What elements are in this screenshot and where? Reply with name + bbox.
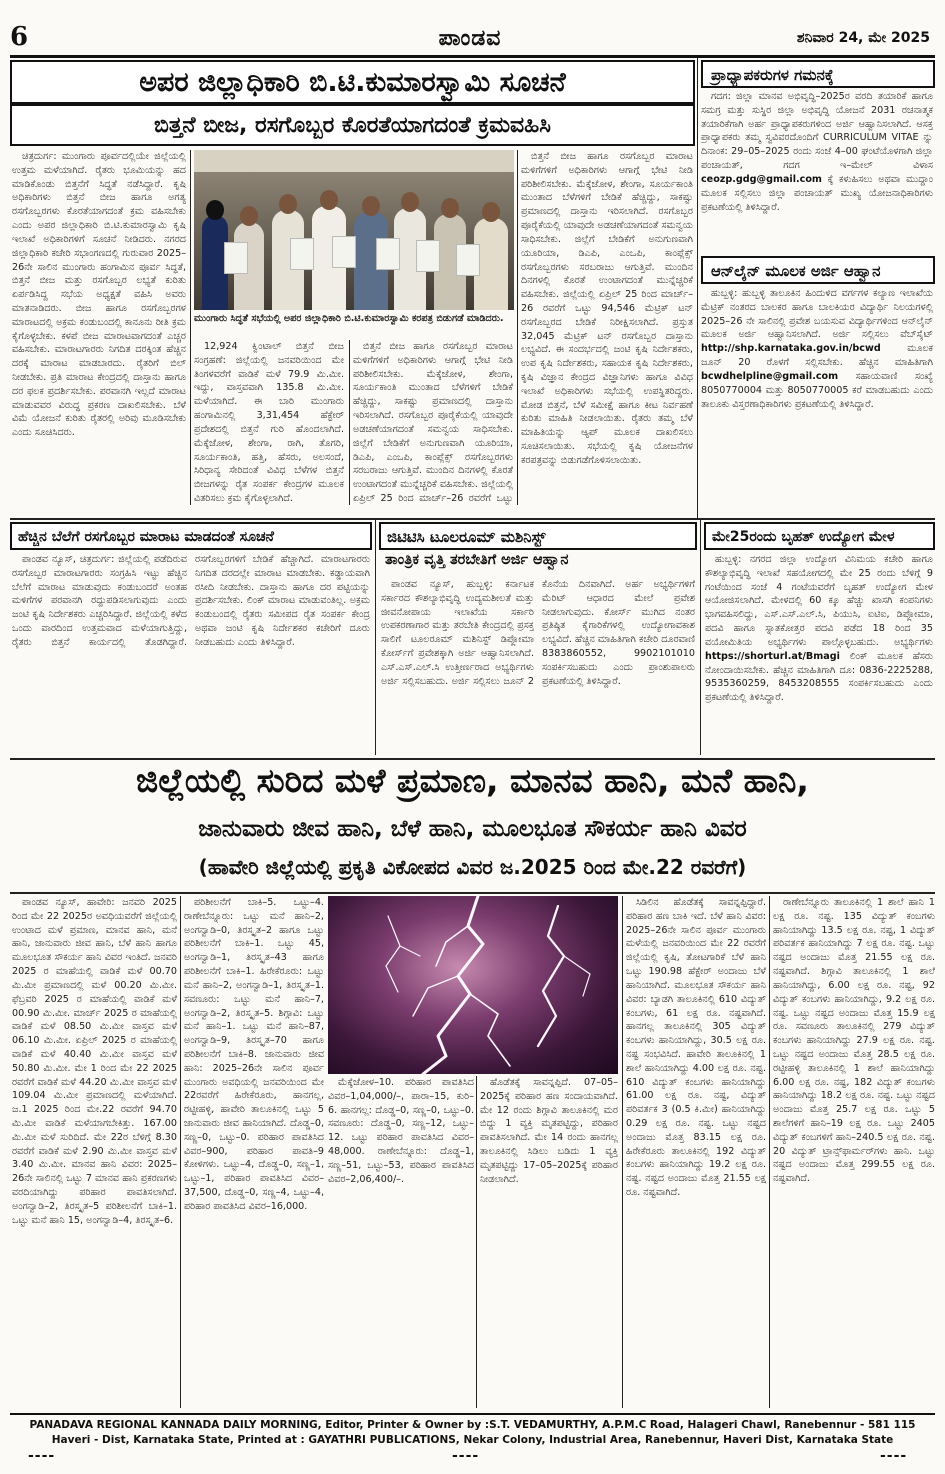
leaflet bbox=[456, 244, 480, 276]
notice-body bbox=[701, 90, 933, 248]
column-divider bbox=[697, 58, 698, 518]
person-head bbox=[482, 202, 500, 222]
jobfair-text: ಹುಬ್ಬಳ್ಳಿ: ನಗರದ ಜಿಲ್ಲಾ ಉದ್ಯೋಗ ವಿನಿಮಯ ಕಚೇರಿ ಹಾಗೂ ಕೌಶಲ್ಯಾಭಿವೃದ್ಧಿ ಇಲಾಖೆ ಸಹಯೋಗದಲ್ಲಿ ಮೇ 25 ರಂದು ಬೆಳಿಗ್ಗೆ 9 ಗಂಟೆಯಿಂದ ಸಂಜೆ 4 ಗಂಟೆಯವರೆಗೆ ಬೃಹತ್ ಉದ್ಯೋಗ ಮೇಳ ಆಯೋಜಿಸಲಾಗಿದೆ. ಮೇಳದಲ್ಲಿ 60 ಕ್ಕೂ ಹೆಚ್ಚು ಖಾಸಗಿ ಕಂಪನಿಗಳು ಭಾಗವಹಿಸಲಿದ್ದು, ಎಸ್.ಎಸ್.ಎಲ್.ಸಿ, ಪಿಯುಸಿ, ಐಟಿಐ, ಡಿಪ್ಲೋಮಾ, ಪದವಿ ಹಾಗೂ ಸ್ನಾತಕೋತ್ತರ ಪದವಿ ಪಡೆದ 18 ರಿಂದ 35 ವಯೋಮಿತಿಯ ಅಭ್ಯರ್ಥಿಗಳು ಪಾಲ್ಗೊಳ್ಳಬಹುದು. ಅಭ್ಯರ್ಥಿಗಳು bbox=[705, 554, 933, 648]
lead-col-3 bbox=[521, 150, 693, 505]
footer-rule bbox=[10, 1413, 935, 1415]
fertilizer-headline: ಹೆಚ್ಚಿನ ಬೆಲೆಗೆ ರಸಗೊಬ್ಬರ ಮಾರಾಟ ಮಾಡದಂತೆ ಸೂಚನೆ bbox=[10, 522, 372, 550]
rain-headline-2: ಜಾನುವಾರು ಜೀವ ಹಾನಿ, ಬೆಳೆ ಹಾನಿ, ಮೂಲಭೂತ ಸೌಕರ್ಯ ಹಾನಿ ವಿವರ bbox=[198, 818, 747, 842]
column-divider bbox=[375, 520, 376, 755]
lead-col-3a-text: ಬಿತ್ತನೆ ಬೀಜ ಹಾಗೂ ರಸಗೊಬ್ಬರ ಮಾರಾಟ ಮಳಿಗೆಗಳಿಗೆ ಅಧಿಕಾರಿಗಳು ಆಗಾಗ್ಗೆ ಭೇಟಿ ನೀಡಿ ಪರಿಶೀಲಿಸಬೇಕು. ಮೆಕ್ಕೆಜೋಳ, ಶೇಂಗಾ, ಸೂರ್ಯಕಾಂತಿ ಮುಂತಾದ ಬೆಳೆಗಳಿಗೆ ಬೇಡಿಕೆ ಹೆಚ್ಚಿದ್ದು, ಸಾಕಷ್ಟು ಪ್ರಮಾಣದಲ್ಲಿ ದಾಸ್ತಾನು ಇರಿಸಲಾಗಿದೆ. ರಸಗೊಬ್ಬರ ಪೂರೈಕೆಯಲ್ಲಿ ಯಾವುದೇ ಅಡಚಣೆಯಾಗದಂತೆ ಸಮನ್ವಯ ಸಾಧಿಸಬೇಕು. ಜಿಲ್ಲೆಗೆ ಬೇಡಿಕೆಗೆ ಅನುಗುಣವಾಗಿ ಯೂರಿಯಾ, ಡಿಎಪಿ, ಎಂಒಪಿ, ಕಾಂಪ್ಲೆಕ್ಸ್ ರಸಗೊಬ್ಬರಗಳು ಸರಬರಾಜು ಆಗುತ್ತಿವೆ. ಮುಂದಿನ ದಿನಗಳಲ್ಲಿ ಕೊರತೆ ಉಂಟಾಗದಂತೆ ಮುನ್ನೆಚ್ಚರಿಕೆ ವಹಿಸಬೇಕು. ಜಿಲ್ಲೆಯಲ್ಲಿ ಏಪ್ರಿಲ್ 25 ರಿಂದ ಮಾರ್ಚ್–26 ರವರೆಗೆ ಒಟ್ಟು bbox=[353, 341, 513, 504]
rain-col-2-text: ಪರಿಶೀಲನೆಗೆ ಬಾಕಿ–5. ಒಟ್ಟು–4. ರಾಣೇಬೆನ್ನೂರು: ಒಟ್ಟು ಮನೆ ಹಾನಿ–2, ಅಂಗನ್ವಾಡಿ–0, ತಿರಸ್ಕೃತ–2 ಹಾಗೂ ಒಟ್ಟು ಪರಿಶೀಲನೆಗೆ ಬಾಕಿ–1. ಒಟ್ಟು 45, ಅಂಗನ್ವಾಡಿ–1, ತಿರಸ್ಕೃತ–43 ಹಾಗೂ ಪರಿಶೀಲನೆಗೆ ಬಾಕಿ–1. ಹಿರೇಕೆರೂರು: ಒಟ್ಟು ಮನೆ ಹಾನಿ–2, ಅಂಗನ್ವಾಡಿ–1, ತಿರಸ್ಕೃತ–1. ಸವಣೂರು: ಒಟ್ಟು ಮನೆ ಹಾನಿ–7, ಅಂಗನ್ವಾಡಿ–2, ತಿರಸ್ಕೃತ–5. ಶಿಗ್ಗಾವಿ: ಒಟ್ಟು ಮನೆ ಹಾನಿ–1. ಒಟ್ಟು ಮನೆ ಹಾನಿ–87, ಅಂಗನ್ವಾಡಿ–9, ತಿರಸ್ಕೃತ–70 ಹಾಗೂ ಪರಿಶೀಲನೆಗೆ ಬಾಕಿ–8. ಜಾನುವಾರು ಜೀವ ಹಾನಿ: 2025–26ನೇ ಸಾಲಿನ ಪೂರ್ವ ಮುಂಗಾರು ಅವಧಿಯಲ್ಲಿ ಜನವರಿಯಿಂದ ಮೇ 22ರವರೆಗೆ ಹಿರೇಕೆರೂರು, ಹಾನಗಲ್ಲ, ರಟ್ಟೀಹಳ್ಳಿ, ಹಾವೇರಿ ತಾಲೂಕಿನಲ್ಲಿ ಒಟ್ಟು 5 ಜಾನುವಾರು ಜೀವ ಹಾನಿಯಾಗಿದೆ. ದೊಡ್ಡ–0, ಸಣ್ಣ–0, ಒಟ್ಟು–0. ಪರಿಹಾರ ಪಾವತಿಸಿದ ವಿವರ–900, ಪರಿಹಾರ ಪಾವತಿ–9 ಕೋಳಿಗಳು. ಒಟ್ಟು–4, ದೊಡ್ಡ–0, ಸಣ್ಣ–1, ಒಟ್ಟು–1, ಪರಿಹಾರ ಪಾವತಿಸಿದ ವಿವರ–37,500, ದೊಡ್ಡ–0, ಸಣ್ಣ–4, ಒಟ್ಟು–4, ಪರಿಹಾರ ಪಾವತಿಸಿದ ವಿವರ–16,000. bbox=[184, 897, 324, 1212]
header-rule bbox=[10, 55, 935, 58]
leaflet bbox=[416, 240, 440, 272]
person-head bbox=[279, 194, 297, 214]
gttc-text: ಪಾಂಡವ ನ್ಯೂಸ್, ಹುಬ್ಬಳ್ಳಿ: ಕರ್ನಾಟಕ ಸರ್ಕಾರದ ಕೌಶಲ್ಯಾಭಿವೃದ್ಧಿ ಉದ್ಯಮಶೀಲತೆ ಮತ್ತು ಜೀವನೋಪಾಯ ಇಲಾಖೆಯ ಸರ್ಕಾರಿ ಉಪಕರಣಾಗಾರ ಮತ್ತು ತರಬೇತಿ ಕೇಂದ್ರದಲ್ಲಿ ಪ್ರಸಕ್ತ ಸಾಲಿಗೆ ಟೂಲರೂಮ್ ಮಶಿನಿಸ್ಟ್ ಡಿಪ್ಲೋಮಾ ಕೋರ್ಸ್‌ಗೆ ಪ್ರವೇಶಕ್ಕಾಗಿ ಅರ್ಜಿ ಆಹ್ವಾನಿಸಲಾಗಿದೆ. ಎಸ್.ಎಸ್.ಎಲ್.ಸಿ ಉತ್ತೀರ್ಣರಾದ ಅಭ್ಯರ್ಥಿಗಳು ಅರ್ಜಿ ಸಲ್ಲಿಸಬಹುದು. ಅರ್ಜಿ ಸಲ್ಲಿಸಲು ಜೂನ್ 2 ಕೊನೆಯ ದಿನವಾಗಿದೆ. ಅರ್ಹ ಅಭ್ಯರ್ಥಿಗಳಿಗೆ ಮೆರಿಟ್ ಆಧಾರದ ಮೇಲೆ ಪ್ರವೇಶ ನೀಡಲಾಗುವುದು. ಕೋರ್ಸ್ ಮುಗಿದ ನಂತರ ಪ್ರತಿಷ್ಠಿತ ಕೈಗಾರಿಕೆಗಳಲ್ಲಿ ಉದ್ಯೋಗಾವಕಾಶ ಲಭ್ಯವಿದೆ. ಹೆಚ್ಚಿನ ಮಾಹಿತಿಗಾಗಿ ಕಚೇರಿ ದೂರವಾಣಿ 8383860552, 9902101010 ಸಂಪರ್ಕಿಸಬಹುದು ಎಂದು ಪ್ರಾಂಶುಪಾಲರು ಪ್ರಕಟಣೆಯಲ್ಲಿ ತಿಳಿಸಿದ್ದಾರೆ. bbox=[381, 579, 695, 687]
rain-col-6 bbox=[773, 896, 935, 1408]
jobfair-text-2: ಲಿಂಕ್ ಮೂಲಕ ಹೆಸರು ನೋಂದಾಯಿಸಬೇಕು. ಹೆಚ್ಚಿನ ಮಾಹಿತಿಗಾಗಿ ದೂ: 0836-2225288, 9535360259, 8453208555 ಸಂಪರ್ಕಿಸಬಹುದು ಎಂದು ಪ್ರಕಟಣೆಯಲ್ಲಿ ತಿಳಿಸಿದ್ದಾರೆ. bbox=[705, 650, 933, 704]
column-divider bbox=[190, 150, 191, 505]
imprint-line-2: Haveri - Dist, Karnataka State, Printed at : GAYATHRI PUBLICATIONS, Nekar Colony, Industrial Area, Ranebennur, Haveri Dist, Karnataka State bbox=[51, 1433, 894, 1446]
leaflet bbox=[376, 238, 400, 270]
lead-headline: ಅಪರ ಜಿಲ್ಲಾಧಿಕಾರಿ ಬಿ.ಟಿ.ಕುಮಾರಸ್ವಾಮಿ ಸೂಚನೆ bbox=[10, 60, 695, 104]
online-body bbox=[701, 287, 933, 513]
lightning-bolts bbox=[328, 896, 618, 1074]
meeting-photo bbox=[194, 150, 514, 310]
column-divider bbox=[622, 896, 623, 1408]
notice-email-link[interactable]: ceozp.gdg@gmail.com bbox=[701, 173, 822, 185]
rain-col-3 bbox=[328, 1076, 474, 1408]
jobfair-headline: ಮೇ25ರಂದು ಬೃಹತ್ ಉದ್ಯೋಗ ಮೇಳ bbox=[704, 522, 935, 550]
notice-headline: ಪ್ರಾಧ್ಯಾಪಕರುಗಳ ಗಮನಕ್ಕೆ bbox=[701, 60, 935, 88]
column-divider bbox=[349, 340, 350, 505]
online-text: ಹುಬ್ಬಳ್ಳಿ: ಹುಬ್ಬಳ್ಳಿ ತಾಲೂಕಿನ ಹಿಂದುಳಿದ ವರ್ಗಗಳ ಕಲ್ಯಾಣ ಇಲಾಖೆಯ ಮೆಟ್ರಿಕ್ ನಂತರದ ಬಾಲಕರ ಹಾಗೂ ಬಾಲಕಿಯರ ವಿದ್ಯಾರ್ಥಿ ನಿಲಯಗಳಲ್ಲಿ 2025–26 ನೇ ಸಾಲಿನಲ್ಲಿ ಪ್ರವೇಶ ಬಯಸುವ ವಿದ್ಯಾರ್ಥಿಗಳಿಂದ ಆನ್‌ಲೈನ್ ಮೂಲಕ ಅರ್ಜಿ ಆಹ್ವಾನಿಸಲಾಗಿದೆ. ಅರ್ಜಿ ಸಲ್ಲಿಸಲು ವೆಬ್‌ಸೈಟ್ bbox=[701, 288, 933, 341]
footer-dash-left: ---- bbox=[28, 1448, 56, 1464]
column-divider bbox=[769, 896, 770, 1408]
leaflet bbox=[290, 238, 314, 270]
lead-subheadline: ಬಿತ್ತನೆ ಬೀಜ, ರಸಗೊಬ್ಬರ ಕೊರತೆಯಾಗದಂತೆ ಕ್ರಮವಹಿಸಿ bbox=[10, 104, 695, 146]
online-email-link[interactable]: bcwdhelpline@gmail.com bbox=[701, 370, 839, 382]
leaflet bbox=[224, 242, 248, 274]
person-head bbox=[320, 190, 338, 210]
imprint-line-1: PANADAVA REGIONAL KANNADA DAILY MORNING, Editor, Printer & Owner by :S.T. VEDAMURTHY, A.P.M.C Road, Halageri Chawl, Ranebennur - 581 115 bbox=[29, 1419, 916, 1431]
section-rule bbox=[10, 518, 935, 520]
imprint bbox=[10, 1418, 935, 1447]
lead-col-3-text: ಬಿತ್ತನೆ ಬೀಜ ಹಾಗೂ ರಸಗೊಬ್ಬರ ಮಾರಾಟ ಮಳಿಗೆಗಳಿಗೆ ಅಧಿಕಾರಿಗಳು ಆಗಾಗ್ಗೆ ಭೇಟಿ ನೀಡಿ ಪರಿಶೀಲಿಸಬೇಕು. ಮೆಕ್ಕೆಜೋಳ, ಶೇಂಗಾ, ಸೂರ್ಯಕಾಂತಿ ಮುಂತಾದ ಬೆಳೆಗಳಿಗೆ ಬೇಡಿಕೆ ಹೆಚ್ಚಿದ್ದು, ಸಾಕಷ್ಟು ಪ್ರಮಾಣದಲ್ಲಿ ದಾಸ್ತಾನು ಇರಿಸಲಾಗಿದೆ. ರಸಗೊಬ್ಬರ ಪೂರೈಕೆಯಲ್ಲಿ ಯಾವುದೇ ಅಡಚಣೆಯಾಗದಂತೆ ಸಮನ್ವಯ ಸಾಧಿಸಬೇಕು. ಜಿಲ್ಲೆಗೆ ಬೇಡಿಕೆಗೆ ಅನುಗುಣವಾಗಿ ಯೂರಿಯಾ, ಡಿಎಪಿ, ಎಂಒಪಿ, ಕಾಂಪ್ಲೆಕ್ಸ್ ರಸಗೊಬ್ಬರಗಳು ಸರಬರಾಜು ಆಗುತ್ತಿವೆ. ಮುಂದಿನ ದಿನಗಳಲ್ಲಿ ಕೊರತೆ ಉಂಟಾಗದಂತೆ ಮುನ್ನೆಚ್ಚರಿಕೆ ವಹಿಸಬೇಕು. ಜಿಲ್ಲೆಯಲ್ಲಿ ಏಪ್ರಿಲ್ 25 ರಿಂದ ಮಾರ್ಚ್–26 ರವರೆಗೆ ಒಟ್ಟು 94,546 ಮೆಟ್ರಿಕ್ ಟನ್ ರಸಗೊಬ್ಬರದ ಬೇಡಿಕೆ ನಿರೀಕ್ಷಿಸಲಾಗಿದೆ. ಪ್ರಸ್ತುತ 32,045 ಮೆಟ್ರಿಕ್ ಟನ್ ರಸಗೊಬ್ಬರ ದಾಸ್ತಾನು ಲಭ್ಯವಿದೆ. ಈ ಸಂದರ್ಭದಲ್ಲಿ ಜಂಟಿ ಕೃಷಿ ನಿರ್ದೇಶಕರು, ಉಪ ಕೃಷಿ ನಿರ್ದೇಶಕರು, ಸಹಾಯಕ ಕೃಷಿ ನಿರ್ದೇಶಕರು, ಕೃಷಿ ವಿಜ್ಞಾನ ಕೇಂದ್ರದ ವಿಜ್ಞಾನಿಗಳು ಹಾಗೂ ವಿವಿಧ ಇಲಾಖೆ ಅಧಿಕಾರಿಗಳು ಸಭೆಯಲ್ಲಿ ಉಪಸ್ಥಿತರಿದ್ದರು. ಮೋಡ ಬಿತ್ತನೆ, ಬೆಳೆ ಸಮೀಕ್ಷೆ ಹಾಗೂ ಕೀಟ ನಿರ್ವಹಣೆ ಕುರಿತು ಮಾಹಿತಿ ನೀಡಲಾಯಿತು. ರೈತರು ತಮ್ಮ ಬೆಳೆ ಮಾಹಿತಿಯನ್ನು ಆ್ಯಪ್ ಮೂಲಕ ದಾಖಲಿಸಲು ಸೂಚಿಸಲಾಯಿತು. ಸಭೆಯಲ್ಲಿ ಕೃಷಿ ಯೋಜನೆಗಳ ಕರಪತ್ರವನ್ನು ಬಿಡುಗಡೆಗೊಳಿಸಲಾಯಿತು. bbox=[521, 151, 693, 466]
rain-col-1-text: ಪಾಂಡವ ನ್ಯೂಸ್, ಹಾವೇರಿ: ಜನವರಿ 2025 ರಿಂದ ಮೇ 22 2025ರ ಅವಧಿಯವರೆಗೆ ಜಿಲ್ಲೆಯಲ್ಲಿ ಉಂಟಾದ ಮಳೆ ಪ್ರಮಾಣ, ಮಾನವ ಹಾನಿ, ಮನೆ ಹಾನಿ, ಜಾನುವಾರು ಜೀವ ಹಾನಿ, ಬೆಳೆ ಹಾನಿ ಹಾಗೂ ಮೂಲಭೂತ ಸೌಕರ್ಯ ಹಾನಿ ವಿವರ ಇಂತಿದೆ. ಜನವರಿ 2025 ರ ಮಾಹೆಯಲ್ಲಿ ವಾಡಿಕೆ ಮಳೆ 00.70 ಮಿ.ಮೀ ಪ್ರಮಾಣದಲ್ಲಿ ಮಳೆ 00.20 ಮಿ.ಮೀ. ಫೆಬ್ರವರಿ 2025 ರ ಮಾಹೆಯಲ್ಲಿ ವಾಡಿಕೆ ಮಳೆ 00.90 ಮಿ.ಮೀ. ಮಾರ್ಚ್ 2025 ರ ಮಾಹೆಯಲ್ಲಿ ವಾಡಿಕೆ ಮಳೆ 08.50 ಮಿ.ಮೀ ವಾಸ್ತವ ಮಳೆ 06.10 ಮಿ.ಮೀ. ಏಪ್ರಿಲ್ 2025 ರ ಮಾಹೆಯಲ್ಲಿ ವಾಡಿಕೆ ಮಳೆ 40.40 ಮಿ.ಮೀ ವಾಸ್ತವ ಮಳೆ 50.80 ಮಿ.ಮೀ. ಮೇ 1 ರಿಂದ ಮೇ 22 2025 ರವರೆಗೆ ವಾಡಿಕೆ ಮಳೆ 44.20 ಮಿ.ಮೀ ವಾಸ್ತವ ಮಳೆ 109.04 ಮಿ.ಮೀ ಪ್ರಮಾಣದಲ್ಲಿ ಮಳೆಯಾಗಿದೆ. ಜ.1 2025 ರಿಂದ ಮೇ.22 ರವರೆಗೆ 94.70 ಮಿ.ಮೀ ವಾಡಿಕೆ ಮಳೆಯಾಗಬೇಕಿತ್ತು. 167.00 ಮಿ.ಮೀ ಮಳೆ ಸುರಿದಿದೆ. ಮೇ 22ರ ಬೆಳಿಗ್ಗೆ 8.30 ರವರೆಗೆ ವಾಡಿಕೆ ಮಳೆ 2.90 ಮಿ.ಮೀ ವಾಸ್ತವ ಮಳೆ 3.40 ಮಿ.ಮೀ. ಮಾನವ ಹಾನಿ ವಿವರ: 2025–26ನೇ ಸಾಲಿನಲ್ಲಿ ಒಟ್ಟು 7 ಮಾನವ ಹಾನಿ ಪ್ರಕರಣಗಳು ವರದಿಯಾಗಿದ್ದು ಪರಿಹಾರ ಪಾವತಿಸಲಾಗಿದೆ. ಅಂಗನ್ವಾಡಿ–2, ತಿರಸ್ಕೃತ–5 ಪರಿಶೀಲನೆಗೆ ಬಾಕಿ–1. ಒಟ್ಟು ಮನೆ ಹಾನಿ 15, ಅಂಗನ್ವಾಡಿ–4, ತಿರಸ್ಕೃತ–6. bbox=[12, 897, 177, 1226]
notice-text: ಗದಗ: ಜಿಲ್ಲಾ ಮಾನವ ಅಭಿವೃದ್ಧಿ–2025ರ ವರದಿ ತಯಾರಿಕೆ ಹಾಗೂ ಸಮಗ್ರ ಮತ್ತು ಸುಸ್ಥಿರ ಜಿಲ್ಲಾ ಅಭಿವೃದ್ಧಿ ಯೋಜನೆ 2031 ರಚನಾತ್ಮಕ ತಯಾರಿಕೆಗಾಗಿ ಅರ್ಹ ಪ್ರಾಧ್ಯಾಪಕರುಗಳಿಂದ ಅರ್ಜಿ ಆಹ್ವಾನಿಸಲಾಗಿದೆ. ಆಸಕ್ತ ಪ್ರಾಧ್ಯಾಪಕರು ತಮ್ಮ ಸ್ವವಿವರದೊಂದಿಗೆ CURRICULUM VITAE ನ್ನು ದಿನಾಂಕ: 29–05–2025 ರಂದು ಸಂಜೆ 4–00 ಘಂಟೆಯೊಳಗಾಗಿ ಜಿಲ್ಲಾ ಪಂಚಾಯತ್, ಗದಗ ಇ–ಮೇಲ್ ವಿಳಾಸ bbox=[701, 91, 933, 172]
jobfair-register-link[interactable]: https://shorturl.at/Bmagi bbox=[705, 650, 840, 662]
fertilizer-body bbox=[12, 553, 370, 751]
lead-col-1 bbox=[12, 150, 186, 505]
rain-col-5-text: ಸಿಡಿಲಿನ ಹೊಡೆತಕ್ಕೆ ಸಾವನ್ನಪ್ಪಿದ್ದಾರೆ. ಪರಿಹಾರ ಹಣ ಬಾಕಿ ಇದೆ. ಬೆಳೆ ಹಾನಿ ವಿವರ: 2025–26ನೇ ಸಾಲಿನ ಪೂರ್ವ ಮುಂಗಾರು ಮಳೆಯಲ್ಲಿ ಜನವರಿಯಿಂದ ಮೇ 22 ರವರೆಗೆ ಜಿಲ್ಲೆಯಲ್ಲಿ ಕೃಷಿ, ತೋಟಗಾರಿಕೆ ಬೆಳೆ ಹಾನಿ ಒಟ್ಟು 190.98 ಹೆಕ್ಟೇರ್ ಅಂದಾಜು ಬೆಳೆ ಹಾನಿಯಾಗಿದೆ. ಮೂಲಭೂತ ಸೌಕರ್ಯ ಹಾನಿ ವಿವರ: ಬ್ಯಾಡಗಿ ತಾಲೂಕಿನಲ್ಲಿ 610 ವಿದ್ಯುತ್ ಕಂಬಗಳು, 61 ಲಕ್ಷ ರೂ. ನಷ್ಟವಾಗಿದೆ. ಹಾನಗಲ್ಲ ತಾಲೂಕಿನಲ್ಲಿ 305 ವಿದ್ಯುತ್ ಕಂಬಗಳು ಹಾನಿಯಾಗಿದ್ದು, 30.5 ಲಕ್ಷ ರೂ. ನಷ್ಟ ಸಂಭವಿಸಿದೆ. ಹಾವೇರಿ ತಾಲೂಕಿನಲ್ಲಿ 1 ಶಾಲೆ ಹಾನಿಯಾಗಿದ್ದು 4.00 ಲಕ್ಷ ರೂ. ನಷ್ಟ. 610 ವಿದ್ಯುತ್ ಕಂಬಗಳು ಹಾನಿಯಾಗಿದ್ದು 61.00 ಲಕ್ಷ ರೂ. ನಷ್ಟ, ವಿದ್ಯುತ್ ಪರಿವರ್ತಕ 3 (0.5 ಕಿ.ಮೀ) ಹಾನಿಯಾಗಿದ್ದು 0.29 ಲಕ್ಷ ರೂ. ನಷ್ಟ. ಒಟ್ಟು ನಷ್ಟದ ಅಂದಾಜು ಮೊತ್ತ 83.15 ಲಕ್ಷ ರೂ. ಹಿರೇಕೆರೂರು ತಾಲೂಕಿನಲ್ಲಿ 192 ವಿದ್ಯುತ್ ಕಂಬಗಳು ಹಾನಿಯಾಗಿದ್ದು 19.2 ಲಕ್ಷ ರೂ. ನಷ್ಟ. ನಷ್ಟದ ಅಂದಾಜು ಮೊತ್ತ 21.55 ಲಕ್ಷ ರೂ. ನಷ್ಟವಾಗಿದೆ. bbox=[626, 897, 766, 1199]
person-head bbox=[240, 206, 258, 226]
lead-col-2 bbox=[194, 340, 344, 505]
jobfair-body bbox=[705, 553, 933, 751]
footer-dash-right: ---- bbox=[880, 1448, 908, 1464]
column-divider bbox=[476, 1076, 477, 1408]
rain-col-6-text: ರಾಣೇಬೆನ್ನೂರು ತಾಲೂಕಿನಲ್ಲಿ 1 ಶಾಲೆ ಹಾನಿ 1 ಲಕ್ಷ ರೂ. ನಷ್ಟ. 135 ವಿದ್ಯುತ್ ಕಂಬಗಳು ಹಾನಿಯಾಗಿದ್ದು 13.5 ಲಕ್ಷ ರೂ. ನಷ್ಟ, 1 ವಿದ್ಯುತ್ ಪರಿವರ್ತಕ ಹಾನಿಯಾಗಿದ್ದು 7 ಲಕ್ಷ ರೂ. ನಷ್ಟ. ಒಟ್ಟು ನಷ್ಟದ ಅಂದಾಜು ಮೊತ್ತ 21.55 ಲಕ್ಷ ರೂ. ನಷ್ಟವಾಗಿದೆ. ಶಿಗ್ಗಾವಿ ತಾಲೂಕಿನಲ್ಲಿ 1 ಶಾಲೆ ಹಾನಿಯಾಗಿದ್ದು, 6.00 ಲಕ್ಷ ರೂ. ನಷ್ಟ, 92 ವಿದ್ಯುತ್ ಕಂಬಗಳು ಹಾನಿಯಾಗಿದ್ದು, 9.2 ಲಕ್ಷ ರೂ. ನಷ್ಟ. ಒಟ್ಟು ನಷ್ಟದ ಅಂದಾಜು ಮೊತ್ತ 15.9 ಲಕ್ಷ ರೂ. ಸವಣೂರು ತಾಲೂಕಿನಲ್ಲಿ 279 ವಿದ್ಯುತ್ ಕಂಬಗಳು ಹಾನಿಯಾಗಿದ್ದು 27.9 ಲಕ್ಷ ರೂ. ನಷ್ಟ. ಒಟ್ಟು ನಷ್ಟದ ಅಂದಾಜು ಮೊತ್ತ 28.5 ಲಕ್ಷ ರೂ. ರಟ್ಟೀಹಳ್ಳಿ ತಾಲೂಕಿನಲ್ಲಿ 1 ಶಾಲೆ ಹಾನಿಯಾಗಿದ್ದು 6.00 ಲಕ್ಷ ರೂ. ನಷ್ಟ, 182 ವಿದ್ಯುತ್ ಕಂಬಗಳು ಹಾನಿಯಾಗಿದ್ದು 18.2 ಲಕ್ಷ ರೂ. ನಷ್ಟ. ಒಟ್ಟು ನಷ್ಟದ ಅಂದಾಜು ಮೊತ್ತ 25.7 ಲಕ್ಷ ರೂ. ಒಟ್ಟು 5 ಶಾಲೆಗಳಿಗೆ ಹಾನಿ–19 ಲಕ್ಷ ರೂ. ಒಟ್ಟು 2405 ವಿದ್ಯುತ್ ಕಂಬಗಳಿಗೆ ಹಾನಿ–240.5 ಲಕ್ಷ ರೂ. ನಷ್ಟ. 20 ವಿದ್ಯುತ್ ಟ್ರಾನ್ಸ್‌ಫಾರ್ಮರ್‌ಗಳು ಹಾನಿ. ಒಟ್ಟು ನಷ್ಟದ ಅಂದಾಜು ಮೊತ್ತ 299.55 ಲಕ್ಷ ರೂ. ನಷ್ಟವಾಗಿದೆ. bbox=[773, 897, 935, 1185]
online-website-link[interactable]: http://shp.karnataka.gov.in/bcwd bbox=[701, 343, 881, 355]
rain-headline-3: (ಹಾವೇರಿ ಜಿಲ್ಲೆಯಲ್ಲಿ ಪ್ರಕೃತಿ ವಿಕೋಪದ ವಿವರ ಜ.2025 ರಿಂದ ಮೇ.22 ರವರೆಗೆ) bbox=[198, 857, 747, 879]
gttc-body bbox=[381, 578, 695, 751]
gttc-headline: ಜಿಟಿಟಿಸಿ ಟೂಲರೂಮ್ ಮಶಿನಿಸ್ಟ್ bbox=[379, 522, 697, 550]
online-headline: ಆನ್‌ಲೈನ್ ಮೂಲಕ ಅರ್ಜಿ ಆಹ್ವಾನ bbox=[701, 256, 935, 284]
person-head bbox=[441, 198, 459, 218]
lead-col-2-text: 12,924 ಕ್ವಿಂಟಾಲ್ ಬಿತ್ತನೆ ಬೀಜ ಸಂಗ್ರಹಣೆ: ಜಿಲ್ಲೆಯಲ್ಲಿ ಜನವರಿಯಿಂದ ಮೇ ತಿಂಗಳವರೆಗೆ ವಾಡಿಕೆ ಮಳೆ 79.9 ಮಿ.ಮೀ. ಇದ್ದು, ವಾಸ್ತವವಾಗಿ 135.8 ಮಿ.ಮೀ. ಮಳೆಯಾಗಿದೆ. ಈ ಬಾರಿ ಮುಂಗಾರು ಹಂಗಾಮಿನಲ್ಲಿ 3,31,454 ಹೆಕ್ಟೇರ್ ಪ್ರದೇಶದಲ್ಲಿ ಬಿತ್ತನೆ ಗುರಿ ಹೊಂದಲಾಗಿದೆ. ಮೆಕ್ಕೆಜೋಳ, ಶೇಂಗಾ, ರಾಗಿ, ತೊಗರಿ, ಸೂರ್ಯಕಾಂತಿ, ಹತ್ತಿ, ಹೆಸರು, ಅಲಸಂದೆ, ಸಿರಿಧಾನ್ಯ ಸೇರಿದಂತೆ ವಿವಿಧ ಬೆಳೆಗಳ ಬಿತ್ತನೆ ಬೀಜಗಳನ್ನು ರೈತ ಸಂಪರ್ಕ ಕೇಂದ್ರಗಳ ಮೂಲಕ ವಿತರಿಸಲು ಕ್ರಮ ಕೈಗೊಳ್ಳಲಾಗಿದೆ. bbox=[194, 341, 344, 504]
rain-col-5 bbox=[626, 896, 766, 1408]
issue-date: ಶನಿವಾರ 24, ಮೇ 2025 bbox=[796, 30, 930, 46]
person-head bbox=[206, 200, 224, 220]
person-head bbox=[401, 192, 419, 212]
lead-col-1-text: ಚಿತ್ರದುರ್ಗ: ಮುಂಗಾರು ಪೂರ್ವದಲ್ಲಿಯೇ ಜಿಲ್ಲೆಯಲ್ಲಿ ಉತ್ತಮ ಮಳೆಯಾಗಿದೆ. ರೈತರು ಭೂಮಿಯನ್ನು ಹದ ಮಾಡಿಕೊಂಡು ಬಿತ್ತನೆಗೆ ಸಿದ್ಧತೆ ನಡೆಸಿದ್ದಾರೆ. ಕೃಷಿ ಅಧಿಕಾರಿಗಳು ಬಿತ್ತನೆ ಬೀಜ ಹಾಗೂ ಅಗತ್ಯ ರಸಗೊಬ್ಬರಗಳು ಕೊರತೆಯಾಗದಂತೆ ಕ್ರಮ ವಹಿಸಬೇಕು ಎಂದು ಅಪರ ಜಿಲ್ಲಾಧಿಕಾರಿ ಬಿ.ಟಿ.ಕುಮಾರಸ್ವಾಮಿ ಕೃಷಿ ಇಲಾಖೆ ಅಧಿಕಾರಿಗಳಿಗೆ ಸೂಚನೆ ನೀಡಿದರು. ನಗರದ ಜಿಲ್ಲಾಧಿಕಾರಿ ಕಚೇರಿ ಸಭಾಂಗಣದಲ್ಲಿ ಗುರುವಾರ 2025–26ನೇ ಸಾಲಿನ ಮುಂಗಾರು ಹಂಗಾಮಿನ ಪೂರ್ವ ಸಿದ್ಧತೆ, ಬಿತ್ತನೆ ಬೀಜ ಮತ್ತು ರಸಗೊಬ್ಬರ ಲಭ್ಯತೆ ಕುರಿತು ಏರ್ಪಡಿಸಿದ್ದ ಸಭೆಯ ಅಧ್ಯಕ್ಷತೆ ವಹಿಸಿ ಅವರು ಮಾತನಾಡಿದರು. ಬೀಜ ಹಾಗೂ ರಸಗೊಬ್ಬರಗಳ ಮಾರಾಟದಲ್ಲಿ ಅಕ್ರಮ ಕಂಡುಬಂದಲ್ಲಿ ಕಾನೂನು ರೀತಿ ಕ್ರಮ ಕೈಗೊಳ್ಳಬೇಕು. ಕಳಪೆ ಬೀಜ ಮಾರಾಟವಾಗದಂತೆ ಎಚ್ಚರ ವಹಿಸಬೇಕು. ಮಾರಾಟಗಾರರು ನಿಗದಿತ ದರಕ್ಕಿಂತ ಹೆಚ್ಚಿನ ದರಕ್ಕೆ ಮಾರಾಟ ಮಾಡಬಾರದು. ರೈತರಿಗೆ ಬಿಲ್ ನೀಡಬೇಕು. ಪ್ರತಿ ಮಾರಾಟ ಕೇಂದ್ರದಲ್ಲಿ ದಾಸ್ತಾನು ಹಾಗೂ ದರ ಫಲಕ ಪ್ರದರ್ಶಿಸಬೇಕು. ಪರವಾನಗಿ ಇಲ್ಲದೆ ಮಾರಾಟ ಮಾಡುವವರ ವಿರುದ್ಧ ಪ್ರಕರಣ ದಾಖಲಿಸಬೇಕು. ಬೆಳೆ ವಿಮೆ ಯೋಜನೆ ಕುರಿತು ರೈತರಲ್ಲಿ ಅರಿವು ಮೂಡಿಸಬೇಕು ಎಂದು ಸೂಚಿಸಿದರು. bbox=[12, 151, 186, 439]
rain-col-1 bbox=[12, 896, 177, 1408]
online-text-3: ಸಹಾಯವಾಣಿ ಸಂಖ್ಯೆ 8050770004 ಮತ್ತು 8050770005 ಕರೆ ಮಾಡಬಹುದು ಎಂದು ತಾಲೂಕು ವಿಸ್ತರಣಾಧಿಕಾರಿಗಳು ಪ್ರಕಟಣೆಯಲ್ಲಿ ತಿಳಿಸಿದ್ದಾರೆ. bbox=[701, 370, 933, 410]
rain-col-4-text: ಹೊಡೆತಕ್ಕೆ ಸಾವನ್ನಪ್ಪಿದೆ. 07–05–2025ಕ್ಕೆ ಪರಿಹಾರ ಹಣ ಸಂದಾಯವಾಗಿದೆ. ಮೇ 12 ರಂದು ಶಿಗ್ಗಾವಿ ತಾಲೂಕಿನಲ್ಲಿ ಮರ ಬಿದ್ದು 1 ವ್ಯಕ್ತಿ ಮೃತಪಟ್ಟಿದ್ದು, ಪರಿಹಾರ ಪಾವತಿಸಲಾಗಿದೆ. ಮೇ 14 ರಂದು ಹಾನಗಲ್ಲ ತಾಲೂಕಿನಲ್ಲಿ ಸಿಡಿಲು ಬಡಿದು 1 ವ್ಯಕ್ತಿ ಮೃತಪಟ್ಟಿದ್ದು 17–05–2025ಕ್ಕೆ ಪರಿಹಾರ ನೀಡಲಾಗಿದೆ. bbox=[480, 1077, 618, 1185]
page-number: 6 bbox=[10, 22, 29, 52]
photo-caption: ಮುಂಗಾರು ಸಿದ್ಧತೆ ಸಭೆಯಲ್ಲಿ ಅಪರ ಜಿಲ್ಲಾಧಿಕಾರಿ ಬಿ.ಟಿ.ಕುಮಾರಸ್ವಾಮಿ ಕರಪತ್ರ ಬಿಡುಗಡೆ ಮಾಡಿದರು. bbox=[194, 313, 504, 324]
gttc-subheadline: ತಾಂತ್ರಿಕ ವೃತ್ತಿ ತರಬೇತಿಗೆ ಅರ್ಜಿ ಆಹ್ವಾನ bbox=[385, 553, 569, 568]
column-divider bbox=[517, 150, 518, 505]
person-head bbox=[362, 196, 380, 216]
rain-col-2 bbox=[184, 896, 324, 1408]
footer-dash-center: ---- bbox=[452, 1448, 480, 1464]
column-divider bbox=[180, 896, 181, 1408]
leaflet bbox=[332, 236, 356, 268]
section-rule bbox=[10, 892, 935, 894]
fertilizer-text: ಪಾಂಡವ ನ್ಯೂಸ್, ಚಿತ್ರದುರ್ಗ: ಜಿಲ್ಲೆಯಲ್ಲಿ ಪಡೆದಿರುವ ರಸಗೊಬ್ಬರ ಮಾರಾಟಗಾರರು ಸಂಗ್ರಹಿಸಿ ಇಟ್ಟು ಹೆಚ್ಚಿನ ಬೆಲೆಗೆ ಮಾರಾಟ ಮಾಡುವುದು ಕಂಡುಬಂದರೆ ಅಂತಹ ಮಳಿಗೆಗಳ ಪರವಾನಗಿ ರದ್ದುಪಡಿಸಲಾಗುವುದು ಎಂದು ಜಂಟಿ ಕೃಷಿ ನಿರ್ದೇಶಕರು ಎಚ್ಚರಿಸಿದ್ದಾರೆ. ಜಿಲ್ಲೆಯಲ್ಲಿ ಕಳೆದ ಒಂದು ವಾರದಿಂದ ಉತ್ತಮವಾದ ಮಳೆಯಾಗುತ್ತಿದ್ದು, ರೈತರು ಬಿತ್ತನೆ ಕಾರ್ಯದಲ್ಲಿ ತೊಡಗಿದ್ದಾರೆ. ರಸಗೊಬ್ಬರಗಳಿಗೆ ಬೇಡಿಕೆ ಹೆಚ್ಚಾಗಿದೆ. ಮಾರಾಟಗಾರರು ನಿಗದಿತ ದರದಲ್ಲೇ ಮಾರಾಟ ಮಾಡಬೇಕು. ಕಡ್ಡಾಯವಾಗಿ ರಸೀದಿ ನೀಡಬೇಕು. ದಾಸ್ತಾನು ಹಾಗೂ ದರ ಪಟ್ಟಿಯನ್ನು ಪ್ರದರ್ಶಿಸಬೇಕು. ಲಿಂಕ್ ಮಾರಾಟ ಮಾಡುವಂತಿಲ್ಲ. ಅಕ್ರಮ ಕಂಡುಬಂದಲ್ಲಿ ರೈತರು ಸಮೀಪದ ರೈತ ಸಂಪರ್ಕ ಕೇಂದ್ರ ಅಥವಾ ಜಂಟಿ ಕೃಷಿ ನಿರ್ದೇಶಕರ ಕಚೇರಿಗೆ ದೂರು ನೀಡಬಹುದು ಎಂದು ತಿಳಿಸಿದ್ದಾರೆ. bbox=[12, 554, 370, 648]
photo-banner bbox=[194, 150, 514, 172]
masthead: ಪಾಂಡವ bbox=[438, 26, 502, 51]
rain-col-4 bbox=[480, 1076, 618, 1408]
rain-headline-1: ಜಿಲ್ಲೆಯಲ್ಲಿ ಸುರಿದ ಮಳೆ ಪ್ರಮಾಣ, ಮಾನವ ಹಾನಿ, ಮನೆ ಹಾನಿ, bbox=[136, 764, 809, 800]
column-divider bbox=[700, 520, 701, 755]
online-text-2: ಮೂಲಕ ಜೂನ್ 20 ರೊಳಗೆ ಸಲ್ಲಿಸಬೇಕು. ಹೆಚ್ಚಿನ ಮಾಹಿತಿಗಾಗಿ bbox=[701, 343, 933, 369]
lead-col-3a bbox=[353, 340, 513, 505]
section-rule bbox=[10, 758, 935, 760]
rain-col-3-text: ಮೆಕ್ಕೆಜೋಳ–10. ಪರಿಹಾರ ಪಾವತಿಸಿದ ವಿವರ–1,04,000/–, ಪಾರಾ–15, ಕುರಿ–6. ಹಾನಗಲ್ಲ: ದೊಡ್ಡ–0, ಸಣ್ಣ–0, ಒಟ್ಟು–0. ಸವಣೂರು: ದೊಡ್ಡ–0, ಸಣ್ಣ–12, ಒಟ್ಟು–12. ಒಟ್ಟು ಪರಿಹಾರ ಪಾವತಿಸಿದ ವಿವರ–48,000. ರಾಣೇಬೆನ್ನೂರು: ದೊಡ್ಡ–1, ಸಣ್ಣ–51, ಒಟ್ಟು–53, ಪರಿಹಾರ ಪಾವತಿಸಿದ ವಿವರ–2,06,400/–. bbox=[328, 1077, 474, 1185]
notice-text-end: ಕ್ಕೆ ಕಳುಹಿಸಲು ಅಥವಾ ಮುದ್ದಾಂ ಮೂಲಕ ಸಲ್ಲಿಸಲು ಜಿಲ್ಲಾ ಪಂಚಾಯತ್ ಮುಖ್ಯ ಯೋಜನಾಧಿಕಾರಿಗಳು ಪ್ರಕಟಣೆಯಲ್ಲಿ ತಿಳಿಸಿದ್ದಾರೆ. bbox=[701, 173, 933, 213]
lightning-photo bbox=[328, 896, 618, 1074]
